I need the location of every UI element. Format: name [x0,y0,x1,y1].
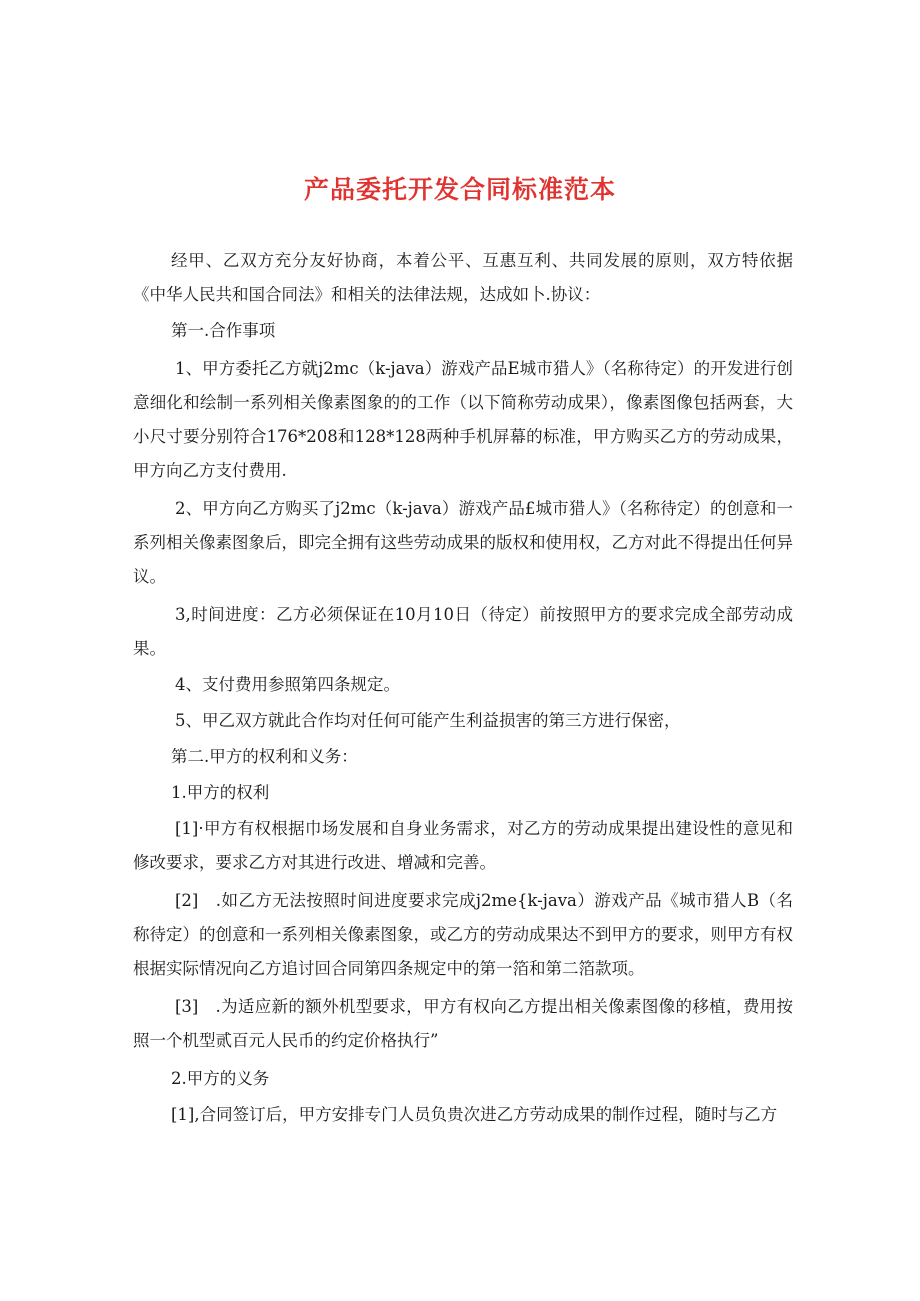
rights-item-3: [3] .为适应新的额外机型要求，甲方有权向乙方提出相关像素图像的移植，费用按照一个机型贰百元人民币的约定价格执行” [133,997,793,1050]
clause-1-3: 3,时间进度：乙方必须保证在10月10日（待定）前按照甲方的要求完成全部劳动成果。 [133,605,793,658]
section-heading-1: 第一.合作事项 [171,321,276,340]
paragraph-preamble: 经甲、乙双方充分友好协商，本着公平、互惠互利、共同发展的原则，双方特依据《中华人民共和国合同法》和相关的法律法规，达成如卜.协议： [133,251,793,304]
section-heading-2: 第二.甲方的权利和义务： [171,747,358,766]
rights-item-1: [1]·甲方有权根据巾场发展和自身业务需求，对乙方的劳动成果提出建设性的意见和修改要求，要求乙方对其进行改进、增减和完善。 [133,819,793,872]
rights-item-2: [2] .如乙方无法按照时间进度要求完成j2me{k-java）游戏产品《城市猎人B（名称待定）的创意和一系列相关像素图象，或乙方的劳动成果达不到甲方的要求，则甲方有权根据实际情况向乙方追讨回合同第四条规定中的第一箔和第二箔款项。 [133,891,793,978]
subsection-heading-obligations: 2.甲方的义务 [171,1069,270,1088]
document-title: 产品委托开发合同标准范本 [303,175,616,204]
clause-1-4: 4、支付费用参照第四条规定。 [175,675,400,694]
document-body [133,244,793,1134]
obligations-item-1: [1],合同签订后，甲方安排专门人员负贵次进乙方劳动成果的制作过程，随时与乙方 [171,1105,778,1124]
subsection-heading-rights: 1.甲方的权利 [171,783,270,802]
clause-1-1: 1、甲方委托乙方就j2mc（k-java）游戏产品E城市猎人》（名称待定）的开发进行创意细化和绘制一系列相关像素图象的的工作（以下简称劳动成果），像素图像包括两套，大小尺寸要分别符合176*208和128*128两种手机屏幕的标准，甲方购买乙方的劳动成果，甲方向乙方支付费用. [133,359,793,480]
clause-1-5: 5、甲乙双方就此合作均对任何可能产生利益损害的第三方进行保密， [175,711,681,730]
clause-1-2: 2、甲方向乙方购买了j2mc（k-java）游戏产品£城市猎人》（名称待定）的创意和一系列相关像素图象后，即完全拥有这些劳动成果的版权和使用权，乙方对此不得提出任何异议。 [133,499,793,586]
